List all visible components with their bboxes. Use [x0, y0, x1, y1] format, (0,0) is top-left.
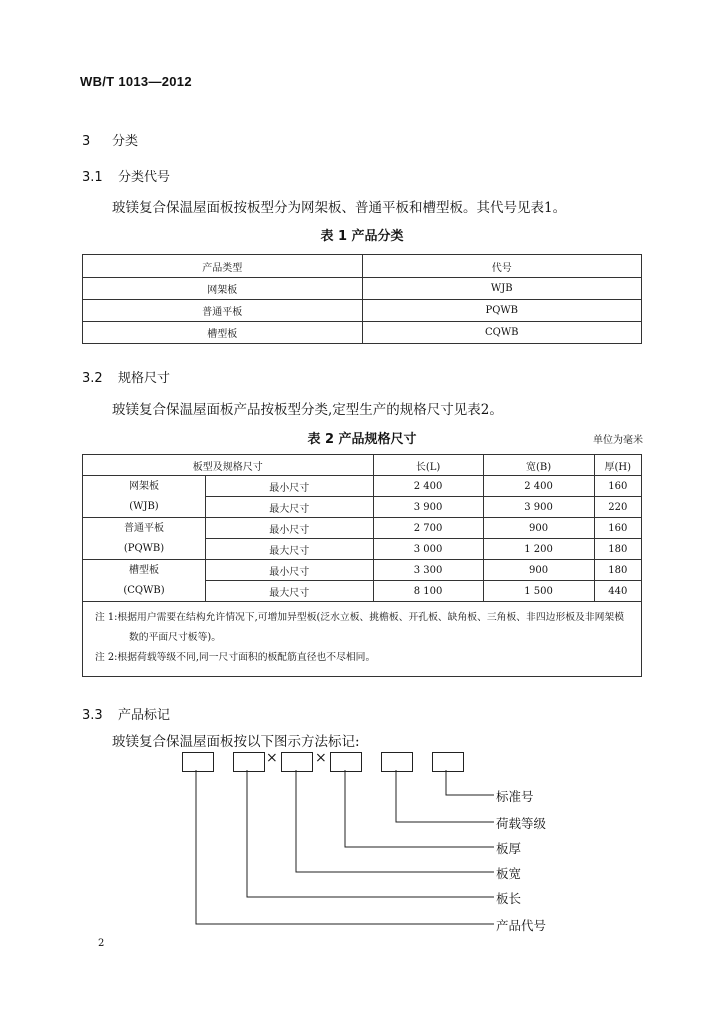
board-type-name: 槽型板 — [129, 564, 159, 576]
table-note-1: 注 1:根据用户需要在结构允许情况下,可增加异型板(泛水立板、挑檐板、开孔板、缺角板、三角板、非四边形板及非网架模数的平面尺寸板等)。 — [95, 612, 625, 643]
board-type-name: 网架板 — [129, 480, 159, 492]
thickness-cell: 440 — [594, 581, 641, 602]
width-cell: 900 — [483, 560, 594, 581]
length-cell: 8 100 — [373, 581, 483, 602]
product-type-cell: 网架板 — [83, 278, 363, 300]
leader-line-standard-number — [446, 770, 494, 795]
board-type-name: 普通平板 — [124, 522, 164, 534]
label-thickness: 板厚 — [496, 841, 522, 856]
width-cell: 3 900 — [483, 497, 594, 518]
thickness-cell: 180 — [594, 560, 641, 581]
size-label-cell: 最小尺寸 — [206, 476, 374, 497]
header-cell: 宽(B) — [483, 455, 594, 476]
paragraph-3-2: 玻镁复合保温屋面板产品按板型分类,定型生产的规格尺寸见表2。 — [112, 402, 503, 418]
length-cell: 3 000 — [373, 539, 483, 560]
section-title: 分类 — [112, 134, 139, 149]
page-number: 2 — [98, 938, 105, 949]
size-label-cell: 最大尺寸 — [206, 539, 374, 560]
label-length: 板长 — [496, 891, 522, 906]
times-symbol: × — [315, 750, 327, 766]
section-title: 产品标记 — [118, 708, 171, 723]
section-title: 规格尺寸 — [118, 371, 171, 386]
thickness-box — [330, 752, 362, 772]
size-label-cell: 最大尺寸 — [206, 581, 374, 602]
section-number: 3.3 — [82, 708, 103, 723]
leader-line-load-grade — [396, 770, 494, 822]
product-type-cell: 槽型板 — [83, 322, 363, 344]
label-width: 板宽 — [496, 866, 522, 881]
unit-note: 单位为毫米 — [593, 435, 643, 446]
width-box — [281, 752, 313, 772]
header-cell: 板型及规格尺寸 — [83, 455, 374, 476]
product-type-cell: 普通平板 — [83, 300, 363, 322]
product-code-box — [182, 752, 214, 772]
paragraph-3-1: 玻镁复合保温屋面板按板型分为网架板、普通平板和槽型板。其代号见表1。 — [112, 200, 567, 216]
thickness-cell: 160 — [594, 518, 641, 539]
paragraph-3-3: 玻镁复合保温屋面板按以下图示方法标记: — [112, 734, 360, 750]
width-cell: 2 400 — [483, 476, 594, 497]
header-cell: 产品类型 — [83, 255, 363, 278]
standard-code-header: WB/T 1013—2012 — [80, 74, 192, 89]
width-cell: 1 200 — [483, 539, 594, 560]
product-code-cell: PQWB — [362, 300, 642, 322]
leader-line-length — [247, 770, 494, 897]
load-grade-box — [381, 752, 413, 772]
label-load-grade: 荷载等级 — [496, 816, 547, 831]
section-number: 3 — [82, 134, 91, 149]
thickness-cell: 220 — [594, 497, 641, 518]
width-cell: 1 500 — [483, 581, 594, 602]
leader-line-thickness — [345, 770, 494, 847]
board-type-code: (PQWB) — [123, 542, 165, 554]
table-2-caption: 表 2 产品规格尺寸 — [307, 432, 417, 447]
section-number: 3.1 — [82, 170, 103, 185]
product-code-cell: CQWB — [362, 322, 642, 344]
product-code-cell: WJB — [362, 278, 642, 300]
length-cell: 2 400 — [373, 476, 483, 497]
size-label-cell: 最小尺寸 — [206, 560, 374, 581]
width-cell: 900 — [483, 518, 594, 539]
leader-line-width — [296, 770, 494, 872]
length-cell: 3 300 — [373, 560, 483, 581]
table-note-2: 注 2:根据荷载等级不同,同一尺寸面积的板配筋直径也不尽相同。 — [95, 652, 376, 663]
table-1-caption: 表 1 产品分类 — [320, 229, 404, 244]
board-type-code: (WJB) — [129, 500, 159, 512]
length-cell: 2 700 — [373, 518, 483, 539]
thickness-cell: 160 — [594, 476, 641, 497]
section-title: 分类代号 — [118, 170, 171, 185]
size-label-cell: 最大尺寸 — [206, 497, 374, 518]
header-cell: 长(L) — [373, 455, 483, 476]
section-number: 3.2 — [82, 371, 103, 386]
times-symbol: × — [266, 750, 278, 766]
size-label-cell: 最小尺寸 — [206, 518, 374, 539]
board-type-code: (CQWB) — [123, 584, 165, 596]
length-box — [233, 752, 265, 772]
header-cell: 代号 — [362, 255, 642, 278]
label-standard-number: 标准号 — [496, 789, 534, 804]
length-cell: 3 900 — [373, 497, 483, 518]
standard-number-box — [432, 752, 464, 772]
header-cell: 厚(H) — [594, 455, 641, 476]
label-product-code: 产品代号 — [496, 918, 547, 933]
thickness-cell: 180 — [594, 539, 641, 560]
